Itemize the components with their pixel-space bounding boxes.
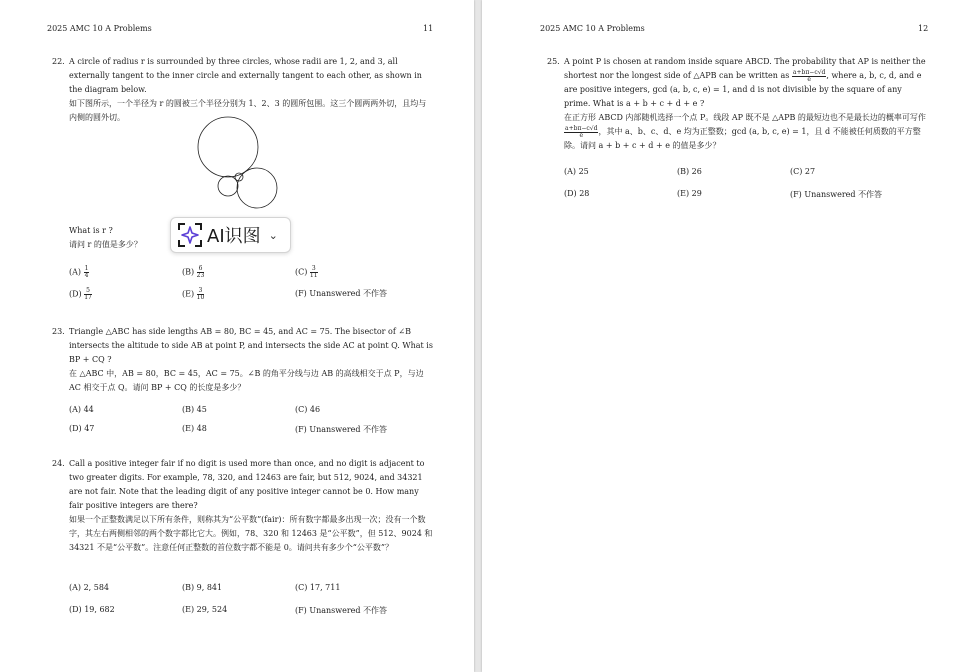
document-page-left bbox=[0, 0, 474, 672]
question-number: 25. bbox=[547, 57, 560, 66]
page-number: 11 bbox=[423, 24, 434, 33]
page-header-title: 2025 AMC 10 A Problems bbox=[540, 24, 645, 33]
choice-d[interactable]: (D) 19, 682 bbox=[69, 605, 115, 614]
question-number: 23. bbox=[52, 327, 65, 336]
choice-f[interactable]: (F) Unanswered 不作答 bbox=[295, 425, 388, 434]
question-text-zh: 如果一个正整数满足以下所有条件，则称其为“公平数”(fair)：所有数字都最多出现一次；没有一个数字，其左右两侧相邻的两个数字都比它大。例如，78、320 和 12463 是“公平数”，但 512、9024 和 34321 不是“公平数”。注意任何正整数的首位数字都不能是 0。请问共有多少个“公平数”？ bbox=[69, 515, 433, 552]
choice-f[interactable]: (F) Unanswered 不作答 bbox=[790, 190, 883, 199]
choice-b[interactable]: (B) 26 bbox=[677, 167, 702, 176]
choice-c[interactable]: (C) 17, 711 bbox=[295, 583, 341, 592]
choice-d[interactable]: (D) $\frac{5}{17}$ bbox=[69, 287, 92, 301]
choice-c[interactable]: (C) $\frac{3}{11}$ bbox=[295, 265, 318, 279]
question-text-zh: 如下图所示，一个半径为 r 的圆被三个半径分别为 1、2、3 的圆所包围。这三个圆两两外切，且均与内侧的圆外切。 bbox=[69, 99, 427, 122]
question-25 bbox=[547, 55, 927, 153]
question-number: 22. bbox=[52, 57, 65, 66]
choice-a[interactable]: (A) 2, 584 bbox=[69, 583, 110, 592]
choice-e[interactable]: (E) 48 bbox=[182, 424, 207, 433]
choice-a[interactable]: (A) $\frac{1}{4}$ bbox=[69, 265, 89, 279]
choice-f[interactable]: (F) Unanswered 不作答 bbox=[295, 606, 388, 615]
question-23 bbox=[52, 325, 434, 395]
question-24 bbox=[52, 457, 434, 555]
circles-diagram bbox=[190, 115, 285, 215]
ai-button-label: AI识图 bbox=[207, 226, 261, 247]
question-text-en: Call a positive integer fair if no digit is used more than once, and no digit is adjacent to two greater digits. For example, 78, 320, and 12463 are fair, but 512, 9024, and 34321 are not fair. Note that the leading digit of any positive integer cannot be 0. How many fair positive integers are there? bbox=[69, 459, 425, 510]
probability-fraction: $\frac{a+b\pi-c√d}{e}$ bbox=[792, 68, 826, 83]
choice-d[interactable]: (D) 47 bbox=[69, 424, 95, 433]
question-text-zh: 在正方形 ABCD 内部随机选择一个点 P。线段 AP 既不是 △APB 的最短边也不是最长边的概率可写作 $\frac{a+b\pi-c√d}{e}$ ，其中 a、b、c、d、e 均为正整数；gcd (a, b, c, e) = 1，且 d 不能被任何质数的平方整除。请问 a + b + c + d + e 的值是多少？ bbox=[564, 113, 926, 150]
choice-b[interactable]: (B) 9, 841 bbox=[182, 583, 223, 592]
choice-e[interactable]: (E) 29 bbox=[677, 189, 702, 198]
choice-c[interactable]: (C) 46 bbox=[295, 405, 321, 414]
document-page-right bbox=[482, 0, 975, 672]
sparkle-scan-icon bbox=[177, 222, 203, 248]
choice-e[interactable]: (E) $\frac{3}{10}$ bbox=[182, 287, 205, 301]
choice-e[interactable]: (E) 29, 524 bbox=[182, 605, 228, 614]
circle-radius-3 bbox=[198, 117, 258, 177]
question-ask-en: What is r ? bbox=[69, 226, 113, 235]
page-header-title: 2025 AMC 10 A Problems bbox=[47, 24, 152, 33]
question-ask-zh: 请问 r 的值是多少？ bbox=[69, 240, 142, 249]
choice-a[interactable]: (A) 44 bbox=[69, 405, 94, 414]
circle-radius-1 bbox=[218, 176, 238, 196]
ai-image-recognition-button[interactable] bbox=[170, 217, 291, 253]
choice-b[interactable]: (B) 45 bbox=[182, 405, 207, 414]
choice-b[interactable]: (B) $\frac{6}{23}$ bbox=[182, 265, 205, 279]
question-text-en: A point P is chosen at random inside square ABCD. The probability that AP is neither the shortest nor the longest side of △APB can be written as $\frac{a+b\pi-c√d}{e}$ , where a, b, c, d, and e are positive integers, gcd (a, b, c, e) = 1, and d is not divisible by the square of any prime. What is a + b + c + d + e ? bbox=[564, 57, 926, 108]
question-number: 24. bbox=[52, 459, 65, 468]
question-text-zh: 在 △ABC 中，AB = 80，BC = 45，AC = 75。∠B 的角平分线与边 AB 的高线相交于点 P，与边 AC 相交于点 Q。请问 BP + CQ 的长度是多少？ bbox=[69, 369, 424, 392]
chevron-down-icon[interactable]: ⌄ bbox=[268, 228, 278, 242]
choice-a[interactable]: (A) 25 bbox=[564, 167, 589, 176]
choice-c[interactable]: (C) 27 bbox=[790, 167, 816, 176]
choice-f[interactable]: (F) Unanswered 不作答 bbox=[295, 289, 388, 298]
question-text-en: A circle of radius r is surrounded by three circles, whose radii are 1, 2, and 3, all externally tangent to the inner circle and externally tangent to each other, as shown in the diagram below. bbox=[69, 57, 422, 94]
choice-d[interactable]: (D) 28 bbox=[564, 189, 590, 198]
circle-radius-2 bbox=[237, 168, 277, 208]
question-text-en: Triangle △ABC has side lengths AB = 80, BC = 45, and AC = 75. The bisector of ∠B intersects the altitude to side AB at point P, and intersects the side AC at point Q. What is BP + CQ ? bbox=[69, 327, 433, 364]
page-number: 12 bbox=[918, 24, 929, 33]
